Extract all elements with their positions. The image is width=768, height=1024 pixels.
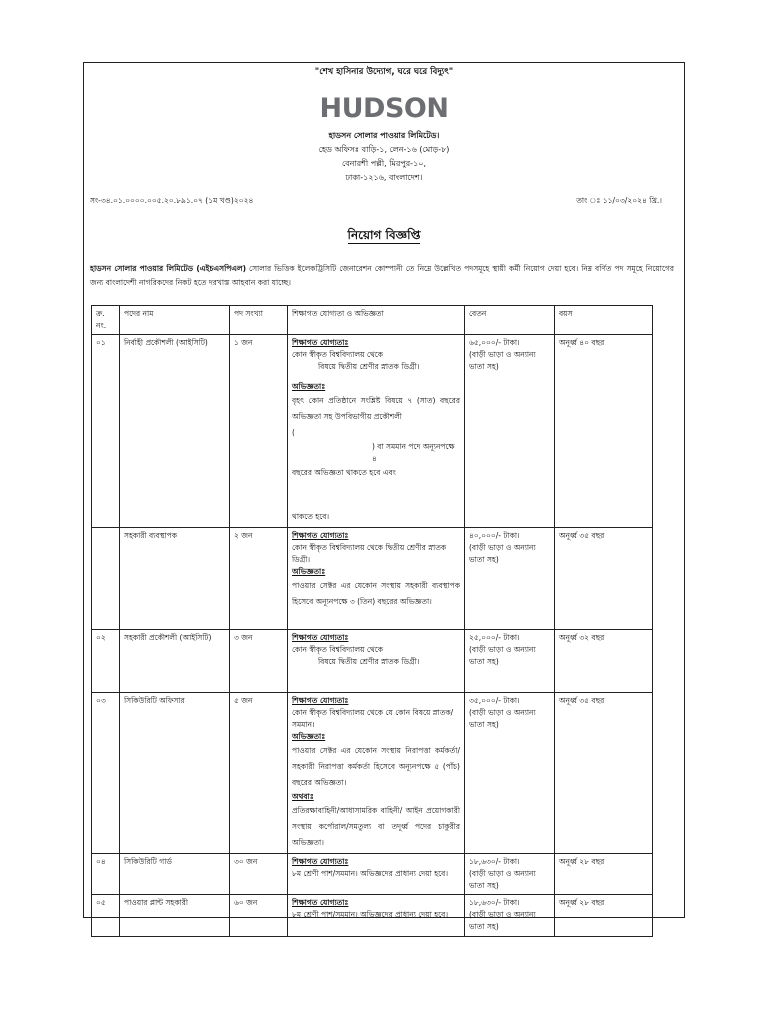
cell-post: সহকারী প্রকৌশলী (আইসিটি) <box>120 630 230 693</box>
or-line: প্রতিরক্ষাবাহিনী/আধাসামরিক বাহিনী/ আইন প্রয়োগকারী সংস্থায় কর্পোরাল/সমতুল্য বা তদূর্ধ্ব পদের চাকুরীর অভিজ্ঞতা। <box>292 806 460 847</box>
intro-paragraph <box>90 262 674 290</box>
edu-line: কোন স্বীকৃত বিশ্ববিদ্যালয় থেকে যে কোন বিষয়ে স্নাতক/সমমান। <box>292 708 454 729</box>
salary-amount: ৩৫,০০০/- টাকা। <box>469 696 520 705</box>
table-row <box>92 854 653 895</box>
cell-age: অনূর্ধ্ব ২৮ বছর <box>555 895 653 937</box>
table-row <box>92 528 653 630</box>
edu-line: ৮ম শ্রেণী পাশ/সমমান। অভিজ্ঞদের প্রাধান্য দেয়া হবে। <box>292 869 449 878</box>
cell-salary <box>465 630 555 693</box>
cell-qualification <box>288 335 465 528</box>
cell-sl: ০৫ <box>92 895 120 937</box>
salary-amount: ১৮,৬৩০/- টাকা। <box>469 898 520 907</box>
notice-title <box>84 227 684 247</box>
exp-line: বছরের অভিজ্ঞতা থাকতে হবে এবং <box>292 468 396 477</box>
cell-sl: ০১ <box>92 335 120 528</box>
cell-count: ৫ জন <box>230 693 288 854</box>
table-row <box>92 693 653 854</box>
header-sl: ক্র. নং. <box>92 306 120 335</box>
salary-note: (বাড়ী ভাড়া ও অন্যান্য ভাতা সহ) <box>469 350 536 371</box>
edu-label: শিক্ষাগত যোগ্যতাঃ <box>292 898 349 907</box>
salary-note: (বাড়ী ভাড়া ও অন্যান্য ভাতা সহ) <box>469 543 536 564</box>
motto: "শেখ হাসিনার উদ্যোগ, ঘরে ঘরে বিদ্যুৎ" <box>314 67 454 77</box>
cell-sl <box>92 528 120 630</box>
edu-line: কোন স্বীকৃত বিশ্ববিদ্যালয় থেকে <box>292 645 384 654</box>
edu-line: ৮ম শ্রেণী পাশ/সমমান। অভিজ্ঞদের প্রাধান্য দেয়া হবে। <box>292 910 449 919</box>
edu-label: শিক্ষাগত যোগ্যতাঃ <box>292 857 349 866</box>
header-qualification: শিক্ষাগত যোগ্যতা ও অভিজ্ঞতা <box>288 306 465 335</box>
notice-date: তাং ঃ ১১/০৩/২০২৪ খ্রি.। <box>576 196 662 205</box>
edu-line: বিষয়ে দ্বিতীয় শ্রেণীর স্নাতক ডিগ্রী। <box>318 362 420 371</box>
edu-label: শিক্ষাগত যোগ্যতাঃ <box>292 531 349 540</box>
intro-company: হাডসন সোলার পাওয়ার লিমিটেড (এইচএসপিএল) <box>90 264 247 273</box>
cell-salary <box>465 854 555 895</box>
or-label: অথবাঃ <box>292 792 314 801</box>
cell-qualification <box>288 854 465 895</box>
table-row <box>92 895 653 937</box>
edu-line: কোন স্বীকৃত বিশ্ববিদ্যালয় থেকে দ্বিতীয় শ্রেণীর স্নাতক ডিগ্রী। <box>292 543 447 564</box>
salary-note: (বাড়ী ভাড়া ও অন্যান্য ভাতা সহ) <box>469 910 536 931</box>
exp-line: পাওয়ার সেক্টর এর যেকোন সংস্থায় নিরাপত্তা কর্মকর্তা/সহকারী নিরাপত্তা কর্মকর্তা হিসেবে অন্যূনপক্ষে ৫ (পাঁচ) বছরের অভিজ্ঞতা। <box>292 746 460 787</box>
address-line-1: হেড অফিসঃ বাড়ি-১, লেন-১৬ (মোড়-৮) <box>318 145 450 154</box>
exp-line: পাওয়ার সেক্টর এর যেকোন সংস্থায় সহকারী ব্যবস্থাপক হিসেবে অন্যূনপক্ষে ৩ (তিন) বছরের অভিজ্ঞতা। <box>292 581 460 606</box>
cell-age: অনূর্ধ্ব ৩২ বছর <box>555 630 653 693</box>
salary-amount: ১৮,৬৩০/- টাকা। <box>469 857 520 866</box>
intro-text: সোলার ভিত্তিক ইলেকট্রিসিটি জেনারেশন কোম্পানী তে নিম্নে উল্লেখিত পদসমূহে স্থায়ী কর্মী নিয়োগ দেয়া হবে। নিম্ন বর্ণিত পদ সমূহে নিয়োগের জন্য বাংলাদেশী নাগরিকদের নিকট হতে দরখাস্ত আহবান করা যাচ্ছে। <box>90 264 674 287</box>
cell-count: ২ জন <box>230 528 288 630</box>
cell-count: ১ জন <box>230 335 288 528</box>
exp-line: বৃহৎ কোন প্রতিষ্ঠানে সংশ্লিষ্ট বিষয়ে ৭ (সাত) বছরের অভিজ্ঞতা সহ উপবিভাগীয় প্রকৌশলী <box>292 396 460 421</box>
salary-amount: ২৫,০০০/- টাকা। <box>469 633 520 642</box>
cell-sl: ০৩ <box>92 693 120 854</box>
exp-label: অভিজ্ঞতাঃ <box>292 382 326 391</box>
exp-line: ) বা সমমান পদে অন্যূনপক্ষে ৪ <box>372 442 455 463</box>
cell-age: অনূর্ধ্ব ৪০ বছর <box>555 335 653 528</box>
cell-post: সিকিউরিটি অফিসার <box>120 693 230 854</box>
header-count: পদ সংখ্যা <box>230 306 288 335</box>
cell-qualification <box>288 895 465 937</box>
cell-sl: ০২ <box>92 630 120 693</box>
salary-note: (বাড়ী ভাড়া ও অন্যান্য ভাতা সহ) <box>469 708 536 729</box>
salary-amount: ৬৫,০০০/- টাকা। <box>469 338 520 347</box>
cell-age: অনূর্ধ্ব ২৮ বছর <box>555 854 653 895</box>
notice-page <box>83 62 685 931</box>
address-line-2: বেনারশী পল্লী, মিরপুর-১০, <box>341 159 427 168</box>
edu-label: শিক্ষাগত যোগ্যতাঃ <box>292 696 349 705</box>
cell-qualification <box>288 693 465 854</box>
cell-age: অনূর্ধ্ব ৩৫ বছর <box>555 528 653 630</box>
notice-title-text: নিয়োগ বিজ্ঞপ্তি <box>347 228 421 242</box>
header-post: পদের নাম <box>120 306 230 335</box>
jobs-table <box>91 305 653 937</box>
cell-salary <box>465 528 555 630</box>
cell-sl: ০৪ <box>92 854 120 895</box>
cell-count: ৩ জন <box>230 630 288 693</box>
cell-post: সিকিউরিটি গার্ড <box>120 854 230 895</box>
edu-line: বিষয়ে দ্বিতীয় শ্রেণীর স্নাতক ডিগ্রী। <box>318 657 420 666</box>
address-line-3: ঢাকা-১২১৬, বাংলাদেশ। <box>345 173 423 182</box>
edu-label: শিক্ষাগত যোগ্যতাঃ <box>292 338 349 347</box>
cell-count: ৩০ জন <box>230 854 288 895</box>
cell-post: পাওয়ার প্লান্ট সহকারী <box>120 895 230 937</box>
salary-note: (বাড়ী ভাড়া ও অন্যান্য ভাতা সহ) <box>469 645 536 666</box>
cell-qualification <box>288 528 465 630</box>
company-name: হাডসন সোলার পাওয়ার লিমিটেড। <box>328 131 440 140</box>
exp-line: থাকতে হবে। <box>292 512 330 521</box>
edu-label: শিক্ষাগত যোগ্যতাঃ <box>292 633 349 642</box>
table-header-row <box>92 306 653 335</box>
exp-label: অভিজ্ঞতাঃ <box>292 567 326 576</box>
cell-age: অনূর্ধ্ব ৩৫ বছর <box>555 693 653 854</box>
cell-count: ৬০ জন <box>230 895 288 937</box>
edu-line: কোন স্বীকৃত বিশ্ববিদ্যালয় থেকে <box>292 350 384 359</box>
company-logo <box>84 93 684 124</box>
salary-amount: ৪০,০০০/- টাকা। <box>469 531 520 540</box>
exp-label: অভিজ্ঞতাঃ <box>292 732 326 741</box>
salary-note: (বাড়ী ভাড়া ও অন্যান্য ভাতা সহ) <box>469 869 536 890</box>
header-age: বয়স <box>555 306 653 335</box>
cell-post: সহকারী ব্যবস্থাপক <box>120 528 230 630</box>
cell-post: নির্বাহী প্রকৌশলী (আইসিটি) <box>120 335 230 528</box>
reference-number: সং-৩৪.০১.০০০০.০০৫.২০.৮৯১.০৭ (১ম খণ্ড)২০২৪ <box>90 196 254 205</box>
table-row <box>92 630 653 693</box>
cell-salary <box>465 335 555 528</box>
cell-salary <box>465 895 555 937</box>
table-row <box>92 335 653 528</box>
logo-text: HUDSON <box>319 93 449 124</box>
exp-line: ( <box>292 428 295 437</box>
header-salary: বেতন <box>465 306 555 335</box>
cell-salary <box>465 693 555 854</box>
cell-qualification <box>288 630 465 693</box>
